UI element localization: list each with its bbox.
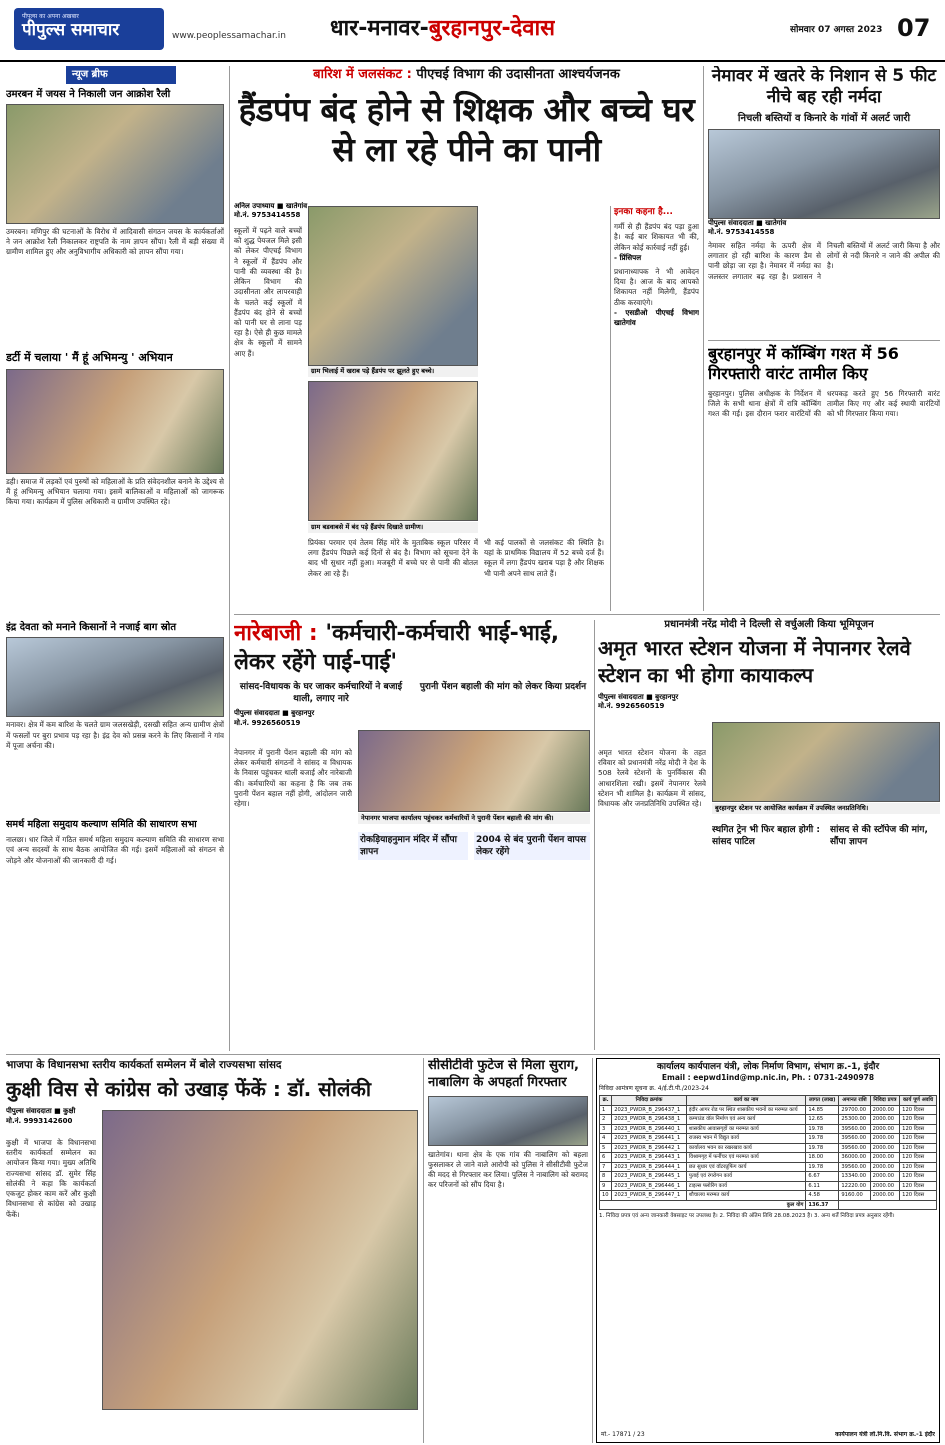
station-box-1: स्थगित ट्रेन भी फिर बहाल होगी : सांसद पाटिल (712, 825, 820, 848)
table-row (600, 1181, 937, 1191)
kukshi-body: कुक्षी में भाजपा के विधानसभा स्तरीय कार्यकर्ता सम्मेलन का आयोजन किया गया। मुख्य अतिथि राज्यसभा सांसद डॉ. सुमेर सिंह सोलंकी ने कहा कि कार्यकर्ता एकजुट होकर काम करें और कुक्षी विधानसभा से कांग्रेस को उखाड़ फेंकें। (6, 1138, 96, 1219)
info-box-title: इनका कहना है... (614, 207, 673, 217)
table-cell: 2023_PWDR_B_296437_1 (612, 1105, 687, 1115)
table-cell: 36000.00 (839, 1153, 870, 1163)
table-cell: 2000.00 (870, 1172, 900, 1182)
kukshi-mobile: मो.नं. 9993142600 (6, 1116, 73, 1125)
table-cell: 2000.00 (870, 1191, 900, 1201)
table-cell: 29700.00 (839, 1105, 870, 1115)
tender-header-cell: अमानत राशि (839, 1096, 870, 1106)
table-cell: 6.67 (806, 1172, 839, 1182)
site-url[interactable]: www.peoplessamachar.in (172, 31, 286, 41)
pension-headline (234, 620, 590, 677)
info-box (610, 206, 699, 611)
table-cell: 2023_PWDR_B_296444_1 (612, 1162, 687, 1172)
kukshi-kicker: भाजपा के विधानसभा स्तरीय कार्यकर्ता सम्मेलन में बोले राज्यसभा सांसद (6, 1059, 282, 1071)
table-cell: 4 (600, 1134, 612, 1144)
station-topline: प्रधानमंत्री नरेंद्र मोदी ने दिल्ली से वर्चुअली किया भूमिपूजन (664, 619, 874, 630)
table-cell: 13340.00 (839, 1172, 870, 1182)
tender-notice (596, 1058, 940, 1443)
tender-header-cell: लागत (लाख) (806, 1096, 839, 1106)
station-photo (712, 722, 940, 802)
tender-footer-right: कार्यपालन यंत्री लो.नि.वि. संभाग क्र.-1 इंदौर (835, 1430, 935, 1438)
table-cell: 2023_PWDR_B_296440_1 (612, 1124, 687, 1134)
table-cell: 5 (600, 1143, 612, 1153)
tender-sub: निविदा आमंत्रण सूचना क्र. 4/ई.टी.पी./2023-24 (599, 1085, 709, 1093)
brief-headline-1: उमरबन में जयस ने निकाली जन आक्रोश रैली (6, 88, 171, 100)
station-caption: बुरहानपुर स्टेशन पर आयोजित कार्यक्रम में उपस्थित जनप्रतिनिधि। (712, 803, 940, 814)
table-row (600, 1191, 937, 1201)
lead-author: अनिल उपाध्याय (234, 202, 275, 210)
table-cell: 18.00 (806, 1153, 839, 1163)
table-cell: टाइल्स फ्लोरिंग कार्य (686, 1181, 806, 1191)
table-row (600, 1153, 937, 1163)
table-cell: 1 (600, 1105, 612, 1115)
tender-notes: 1. निविदा प्रपत्र एवं अन्य जानकारी वेबसाइट पर उपलब्ध है। 2. निविदा की अंतिम तिथि 28.08.2023 है। 3. अन्य शर्तें निविदा प्रपत्र अनुसार रहेंगी। (599, 1213, 895, 1220)
section-divider (708, 340, 940, 341)
lead-headline: हैंडपंप बंद होने से शिक्षक और बच्चे घर से ला रहे पीने का पानी (238, 89, 695, 169)
abhimanyu-photo (6, 369, 224, 474)
conference-photo (102, 1110, 418, 1410)
tender-header-cell: कार्य पूर्ण अवधि (900, 1096, 937, 1106)
table-cell: 2000.00 (870, 1105, 900, 1115)
kukshi-byline: पीपुल्स संवाददाता ■ कुक्षी (6, 1107, 76, 1116)
protest-caption: नेपानगर भाजपा कार्यालय पहुंचकर कर्मचारियों ने पुरानी पेंशन बहाली की मांग की। (358, 813, 590, 824)
table-row (600, 1105, 937, 1115)
pension-kicker: नारेबाजी : (234, 621, 318, 646)
column-divider (423, 1058, 424, 1443)
section-divider (6, 1054, 940, 1055)
table-cell: छत सुधार एवं वॉटरप्रूफिंग कार्य (686, 1162, 806, 1172)
table-cell: 2023_PWDR_B_296447_1 (612, 1191, 687, 1201)
brief-text-4: नालछा। धार जिले में गठित समर्थ महिला समुदाय कल्याण समिति की साधारण सभा एवं अन्य सदस्यों के साथ बैठक आयोजित की गई। इसमें महिलाओं को संगठन से जोड़ने और योजनाओं की जानकारी दी गई। (6, 835, 224, 865)
table-cell: 9 (600, 1181, 612, 1191)
table-row (600, 1115, 937, 1125)
table-cell: 25300.00 (839, 1115, 870, 1125)
lead-place: खातेगांव (285, 202, 308, 210)
tender-title: कार्यालय कार्यपालन यंत्री, लोक निर्माण विभाग, संभाग क्र.-1, इंदौर (656, 1062, 880, 1072)
tender-header-cell: निविदा प्रपत्र (870, 1096, 900, 1106)
info-quote-1: गर्मी से ही हैंडपंप बंद पड़ा हुआ है। कई बार शिकायत भी की, लेकिन कोई कार्रवाई नहीं हुई। (614, 222, 699, 252)
table-cell: 2023_PWDR_B_296438_1 (612, 1115, 687, 1125)
brief-text-2: डही। समाज में लड़कों एवं पुरुषों को महिलाओं के प्रति संवेदनशील बनाने के उद्देश्य से मैं हूं अभिमन्यु अभियान चलाया गया। इसमें बालिकाओं व महिलाओं को जागरूक किया गया। कार्यक्रम में पुलिस अधिकारी व ग्रामीण उपस्थित रहे। (6, 476, 224, 507)
cctv-story (428, 1058, 588, 1443)
brief-tag: न्यूज ब्रीफ (66, 66, 176, 84)
table-cell: 2000.00 (870, 1115, 900, 1125)
lead-kicker-label: बारिश में जलसंकट : (313, 67, 412, 82)
table-row (600, 1162, 937, 1172)
tender-footer-left: मो.- 17871 / 23 (601, 1430, 645, 1438)
handpump-photo-2 (308, 381, 478, 521)
table-cell: 2000.00 (870, 1181, 900, 1191)
station-body: अमृत भारत स्टेशन योजना के तहत रविवार को प्रधानमंत्री नरेंद्र मोदी ने देश के 508 रेलवे स्टेशनों के पुनर्विकास की आधारशिला रखी। इसमें नेपानगर रेलवे स्टेशन भी शामिल है। कार्यक्रम में सांसद, विधायक और जनप्रतिनिधि उपस्थित रहे। (598, 748, 706, 809)
lead-story (234, 66, 699, 611)
cctv-headline: सीसीटीवी फुटेज से मिला सुराग, नाबालिग के अपहर्ता गिरफ्तार (428, 1058, 579, 1090)
lead-body-1: स्कूलों में पढ़ने वाले बच्चों को शुद्ध पेयजल मिले इसी को लेकर पीएचई विभाग ने स्कूलों में हैंडपंप और पानी की व्यवस्था की है। लेकिन विभाग की उदासीनता और लापरवाही के चलते कई स्कूलों में हैंडपंप बंद होने से बच्चों को पानी घर से लाना पड़ रहा है। ऐसे ही कुछ मामले क्षेत्र के स्कूलों में सामने आए हैं। (234, 226, 302, 358)
table-row (600, 1134, 937, 1144)
section-divider (234, 614, 940, 615)
table-cell: 3 (600, 1124, 612, 1134)
table-cell: 8 (600, 1172, 612, 1182)
pension-title: 'कर्मचारी-कर्मचारी भाई-भाई, लेकर रहेंगे पाई-पाई' (234, 621, 560, 675)
pension-box-2: 2004 से बंद पुरानी पेंशन वापस लेकर रहेंगे (474, 832, 590, 860)
table-cell: 120 दिवस (900, 1172, 937, 1182)
table-cell: राजस्व भवन में विद्युत कार्य (686, 1134, 806, 1144)
table-cell: 2023_PWDR_B_296445_1 (612, 1172, 687, 1182)
table-cell: 9160.00 (839, 1191, 870, 1201)
combing-headline: बुरहानपुर में कॉम्बिंग गश्त में 56 गिरफ्तारी वारंट तामील किए (708, 344, 899, 383)
table-cell: इंदौर आगर रोड पर स्थित शासकीय भवनों का मरम्मत कार्य (686, 1105, 806, 1115)
accused-photo (428, 1096, 588, 1146)
brand-logo (14, 8, 164, 50)
tender-table (599, 1095, 937, 1210)
river-photo (708, 129, 940, 219)
lead-mobile: मो.नं. 9753414558 (234, 211, 301, 220)
pension-mobile: मो.नं. 9926560519 (234, 718, 301, 727)
table-cell: 2000.00 (870, 1124, 900, 1134)
column-divider (229, 66, 230, 1051)
brief-headline-2: डर्टी में चलाया ' मैं हूं अभिमन्यु ' अभियान (6, 351, 173, 364)
table-cell: शौचालय मरम्मत कार्य (686, 1191, 806, 1201)
table-cell: कम्पाउंड वॉल निर्माण एवं अन्य कार्य (686, 1115, 806, 1125)
masthead (0, 0, 945, 62)
lead-body-3: भी कई पालकों से जलसंकट की स्थिति है। यहां के प्राथमिक विद्यालय में 52 बच्चे दर्ज हैं। स्कूल में लगा हैंडपंप खराब पड़ा है और शिक्षक भी पानी अपने साथ लाते हैं। (484, 538, 604, 578)
station-byline: पीपुल्स संवाददाता ■ बुरहानपुर (598, 692, 679, 701)
table-cell: 19.78 (806, 1124, 839, 1134)
table-row (600, 1124, 937, 1134)
combing-body: बुरहानपुर। पुलिस अधीक्षक के निर्देशन में जिले के सभी थाना क्षेत्रों में रात्रि कॉम्बिंग गश्त की गई। इस दौरान फरार वारंटियों की धरपकड़ करते हुए 56 गिरफ्तारी वारंट तामील किए गए और कई स्थायी वारंटियों को भी गिरफ्तार किया गया। (708, 389, 940, 419)
table-cell: विश्रामगृह में फर्नीचर एवं मरम्मत कार्य (686, 1153, 806, 1163)
pension-byline: पीपुल्स संवाददाता ■ बुरहानपुर (234, 709, 315, 718)
table-cell: 2000.00 (870, 1134, 900, 1144)
table-cell: 39560.00 (839, 1162, 870, 1172)
table-cell: 2023_PWDR_B_296446_1 (612, 1181, 687, 1191)
table-cell: 12.65 (806, 1115, 839, 1125)
lead-body-2: प्रियंका परमार एवं तेलम सिंह मोरे के मुताबिक स्कूल परिसर में लगा हैंडपंप पिछले कई दिनों से बंद है। विभाग को सूचना देने के बाद भी सुधार नहीं हुआ। मजबूरी में बच्चे घर से पानी की बोतल लेकर आ रहे हैं। (308, 538, 478, 578)
cctv-body: खातेगांव। थाना क्षेत्र के एक गांव की नाबालिग को बहला फुसलाकर ले जाने वाले आरोपी को पुलिस ने सीसीटीवी फुटेज की मदद से गिरफ्तार कर लिया। पुलिस ने नाबालिग को बरामद कर परिजनों को सौंप दिया है। (428, 1149, 588, 1190)
narmada-sub: निचली बस्तियों व किनारे के गांवों में अलर्ट जारी (737, 112, 911, 124)
lead-kicker-text: पीएचई विभाग की उदासीनता आश्चर्यजनक (416, 67, 620, 82)
station-box-2: सांसद से की स्टॉपेज की मांग, सौंपा ज्ञापन (830, 825, 928, 848)
brand-tagline: पीपुल्स का अपना अखबार (22, 13, 79, 20)
table-cell: 2000.00 (870, 1143, 900, 1153)
column-divider (703, 66, 704, 611)
table-cell: 120 दिवस (900, 1115, 937, 1125)
table-cell: 39560.00 (839, 1134, 870, 1144)
table-cell: 7 (600, 1162, 612, 1172)
table-cell: 120 दिवस (900, 1143, 937, 1153)
column-divider (592, 1058, 593, 1443)
protest-photo (358, 730, 590, 812)
table-cell: 2023_PWDR_B_296442_1 (612, 1143, 687, 1153)
table-cell: कार्यालय भवन का रखरखाव कार्य (686, 1143, 806, 1153)
table-cell: 14.85 (806, 1105, 839, 1115)
photo-caption-2: ग्राम बडवाबसे में बंद पड़े हैंडपंप दिखाते ग्रामीण। (308, 522, 478, 533)
table-cell: 120 दिवस (900, 1191, 937, 1201)
photo-caption-1: ग्राम भिलाई में खराब पड़े हैंडपंप पर झूलते हुए बच्चे। (308, 366, 478, 377)
brief-text-1: उमरबन। मणिपुर की घटनाओं के विरोध में आदिवासी संगठन जयस के कार्यकर्ताओं ने जन आक्रोश रैली निकालकर राष्ट्रपति के नाम ज्ञापन सौंपा। रैली में बड़ी संख्या में ग्रामीण शामिल हुए और अनुविभागीय अधिकारी को ज्ञापन सौंपा गया। (6, 227, 224, 257)
tender-header-cell: क्र. (600, 1096, 612, 1106)
tender-total-label: कुल योग (600, 1200, 806, 1210)
table-cell: 120 दिवस (900, 1153, 937, 1163)
pension-box-1: रोकड़ियाहनुमान मंदिर में सौंपा ज्ञापन (358, 832, 468, 860)
table-cell: शासकीय आवासगृहों का मरम्मत कार्य (686, 1124, 806, 1134)
narmada-story (708, 66, 940, 336)
table-cell: पुताई एवं रंगरोगन कार्य (686, 1172, 806, 1182)
pension-sub-1: सांसद-विधायक के घर जाकर कर्मचारियों ने बजाई थाली, लगाए नारे (239, 682, 403, 705)
pension-subheads (234, 681, 590, 705)
narmada-body: नेमावर सहित नर्मदा के ऊपरी क्षेत्र में लगातार हो रही बारिश के कारण डैम से पानी छोड़ा जा रहा है। नेमावर में नर्मदा का जलस्तर लगातार बढ़ रहा है। प्रशासन ने निचली बस्तियों में अलर्ट जारी किया है और लोगों से नदी किनारे न जाने की अपील की है। (708, 240, 940, 281)
table-cell: 19.78 (806, 1162, 839, 1172)
kukshi-headline: कुक्षी विस से कांग्रेस को उखाड़ फेंकें : डॉ. सोलंकी (6, 1077, 372, 1102)
table-row (600, 1172, 937, 1182)
brief-headline-3: इंद्र देवता को मनाने किसानों ने नजाई बाग स्रोत (6, 621, 177, 633)
tender-header-cell: कार्य का नाम (686, 1096, 806, 1106)
rally-photo (6, 104, 224, 224)
table-cell: 2023_PWDR_B_296441_1 (612, 1134, 687, 1144)
combing-story (708, 344, 940, 610)
table-cell: 6 (600, 1153, 612, 1163)
table-cell: 19.78 (806, 1143, 839, 1153)
kukshi-story (6, 1058, 418, 1443)
tender-total: 136.37 (806, 1200, 839, 1210)
table-cell: 6.11 (806, 1181, 839, 1191)
lead-byline: अनिल उपाध्याय ■ खातेगांव मो.नं. 9753414558 (234, 202, 374, 221)
table-cell: 2000.00 (870, 1162, 900, 1172)
info-quote-2-by: - एसडीओ पीएचई विभाग खातेगांव (614, 307, 699, 328)
narmada-mobile: मो.नं. 9753414558 (708, 228, 775, 237)
table-cell: 39560.00 (839, 1124, 870, 1134)
table-cell: 120 दिवस (900, 1162, 937, 1172)
table-cell: 2023_PWDR_B_296443_1 (612, 1153, 687, 1163)
farmers-photo (6, 637, 224, 717)
table-cell: 19.78 (806, 1134, 839, 1144)
region-black: धार-मनावर- (330, 16, 429, 41)
issue-date: सोमवार 07 अगस्त 2023 (790, 25, 883, 35)
handpump-photo-1 (308, 206, 478, 366)
tender-header-cell: निविदा क्रमांक (612, 1096, 687, 1106)
narmada-headline: नेमावर में खतरे के निशान से 5 फीट नीचे बह रही नर्मदा (711, 66, 937, 108)
info-quote-1-by: - प्रिंसिपल (614, 252, 642, 262)
table-cell: 12220.00 (839, 1181, 870, 1191)
table-cell: 39560.00 (839, 1143, 870, 1153)
brand-name: पीपुल्स समाचार (22, 20, 120, 41)
station-mobile: मो.नं. 9926560519 (598, 701, 665, 710)
tender-contact[interactable]: Email : eepwd1ind@mp.nic.in, Ph. : 0731-2490978 (661, 1073, 875, 1083)
table-cell: 2000.00 (870, 1153, 900, 1163)
brief-text-3: मनावर। क्षेत्र में कम बारिश के चलते ग्राम जलसखेड़ी, दसखी सहित अन्य ग्रामीण क्षेत्रों में फसलों पर बुरा प्रभाव पड़ रहा है। इंद्र देव को प्रसन्न करने के लिए किसानों ने गांव में पूजा अर्चना की। (6, 720, 224, 750)
region-title (330, 14, 555, 44)
info-quote-2: प्रधानाध्यापक ने भी आवेदन दिया है। आज के बाद आपको शिकायत नहीं मिलेगी, हैंडपंप ठीक करवाएंगे। (614, 267, 699, 307)
pension-sub-2: पुरानी पेंशन बहाली की मांग को लेकर किया प्रदर्शन (419, 682, 587, 693)
table-cell: 2 (600, 1115, 612, 1125)
table-cell: 120 दिवस (900, 1124, 937, 1134)
table-cell: 4.58 (806, 1191, 839, 1201)
news-brief-column (6, 66, 224, 1051)
column-divider (594, 620, 595, 1050)
table-row (600, 1143, 937, 1153)
table-cell: 120 दिवस (900, 1134, 937, 1144)
station-story (598, 618, 940, 1050)
narmada-byline: पीपुल्स संवाददाता ■ खातेगांव (708, 219, 787, 227)
station-headline: अमृत भारत स्टेशन योजना में नेपानगर रेलवे स्टेशन का भी होगा कायाकल्प (598, 635, 911, 687)
lead-kicker (234, 66, 699, 84)
table-cell: 120 दिवस (900, 1105, 937, 1115)
pension-body: नेपानगर में पुरानी पेंशन बहाली की मांग को लेकर कर्मचारी संगठनों ने सांसद व विधायक के निवास पहुंचकर थाली बजाई और नारेबाजी की। कर्मचारियों का कहना है कि जब तक पुरानी पेंशन बहाल नहीं होगी, आंदोलन जारी रहेगा। (234, 748, 352, 809)
region-red: बुरहानपुर-देवास (428, 16, 556, 41)
page-number: 07 (897, 14, 931, 42)
table-cell: 10 (600, 1191, 612, 1201)
table-cell: 120 दिवस (900, 1181, 937, 1191)
pension-story (234, 620, 590, 1050)
brief-headline-4: समर्थ महिला समुदाय कल्याण समिति की साधारण सभा (6, 819, 197, 831)
